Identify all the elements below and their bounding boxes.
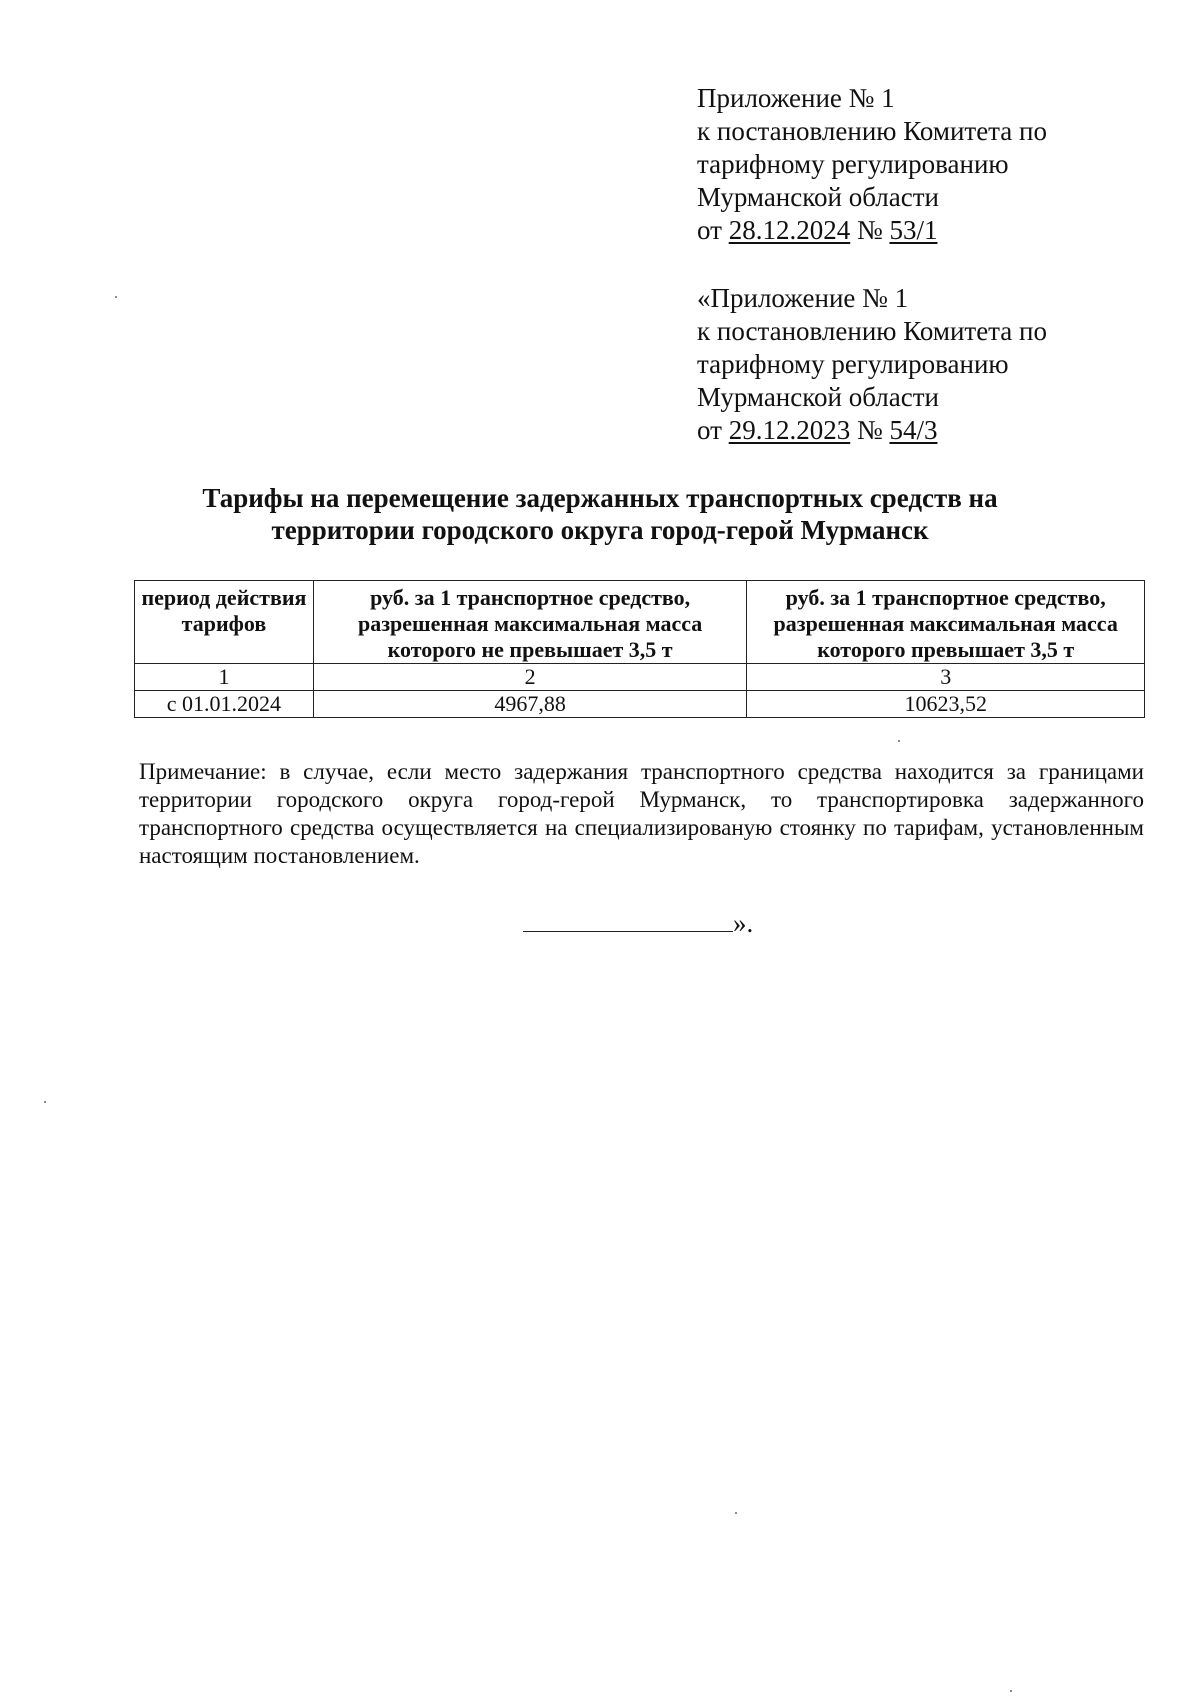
appendix-title: Приложение № 1 <box>697 83 895 113</box>
tariff-up-to-3-5t-cell: 4967,88 <box>313 691 747 718</box>
appendix-line: к постановлению Комитета по <box>697 116 1047 146</box>
title-line-2: территории городского округа город-герой Мурманск <box>271 515 929 545</box>
closing-quote: ». <box>733 908 754 938</box>
appendix-header-current <box>697 82 1157 247</box>
date-prefix: от <box>697 215 722 245</box>
scan-speck <box>44 1101 46 1103</box>
appendix-date: 29.12.2023 <box>728 415 851 445</box>
scan-speck <box>115 296 117 298</box>
period-cell: с 01.01.2024 <box>135 691 314 718</box>
table-header-row <box>135 581 1145 664</box>
title-line-1: Тарифы на перемещение задержанных транспортных средств на <box>202 483 998 513</box>
appendix-header-previous <box>697 282 1157 447</box>
appendix-date-line <box>697 414 1157 447</box>
scan-speck <box>1010 1690 1012 1692</box>
column-header-up-to-3-5t: руб. за 1 транспортное средство, разрешенная максимальная масса которого не превышает 3,5 т <box>313 581 747 664</box>
column-number: 3 <box>747 664 1145 691</box>
table-row <box>135 691 1145 718</box>
column-number: 1 <box>135 664 314 691</box>
tariff-table <box>134 580 1145 718</box>
scan-speck <box>898 740 900 742</box>
number-prefix: № <box>856 415 883 445</box>
column-header-over-3-5t: руб. за 1 транспортное средство, разрешенная максимальная масса которого превышает 3,5 т <box>747 581 1145 664</box>
closing-rule <box>523 905 733 932</box>
note-paragraph: Примечание: в случае, если место задержания транспортного средства находится за границами территории городского округа город-герой Мурманск, то транспортировка задержанного транспортного средства осуществляется на специализированую стоянку по тарифам, установленным настоящим постановлением. <box>139 759 1144 868</box>
column-number: 2 <box>313 664 747 691</box>
document-title <box>140 482 1060 546</box>
scan-speck <box>735 1512 737 1514</box>
appendix-line: к постановлению Комитета по <box>697 316 1047 346</box>
appendix-date-line <box>697 214 1157 247</box>
appendix-line: тарифному регулированию <box>697 149 1009 179</box>
closing-mark <box>523 905 753 939</box>
column-header-period: период действия тарифов <box>135 581 314 664</box>
appendix-title: «Приложение № 1 <box>697 283 909 313</box>
number-prefix: № <box>856 215 883 245</box>
appendix-number: 53/1 <box>889 215 938 245</box>
appendix-line: Мурманской области <box>697 182 939 212</box>
appendix-line: тарифному регулированию <box>697 349 1009 379</box>
date-prefix: от <box>697 415 722 445</box>
appendix-number: 54/3 <box>889 415 938 445</box>
tariff-over-3-5t-cell: 10623,52 <box>747 691 1145 718</box>
appendix-line: Мурманской области <box>697 382 939 412</box>
appendix-date: 28.12.2024 <box>728 215 851 245</box>
column-number-row <box>135 664 1145 691</box>
